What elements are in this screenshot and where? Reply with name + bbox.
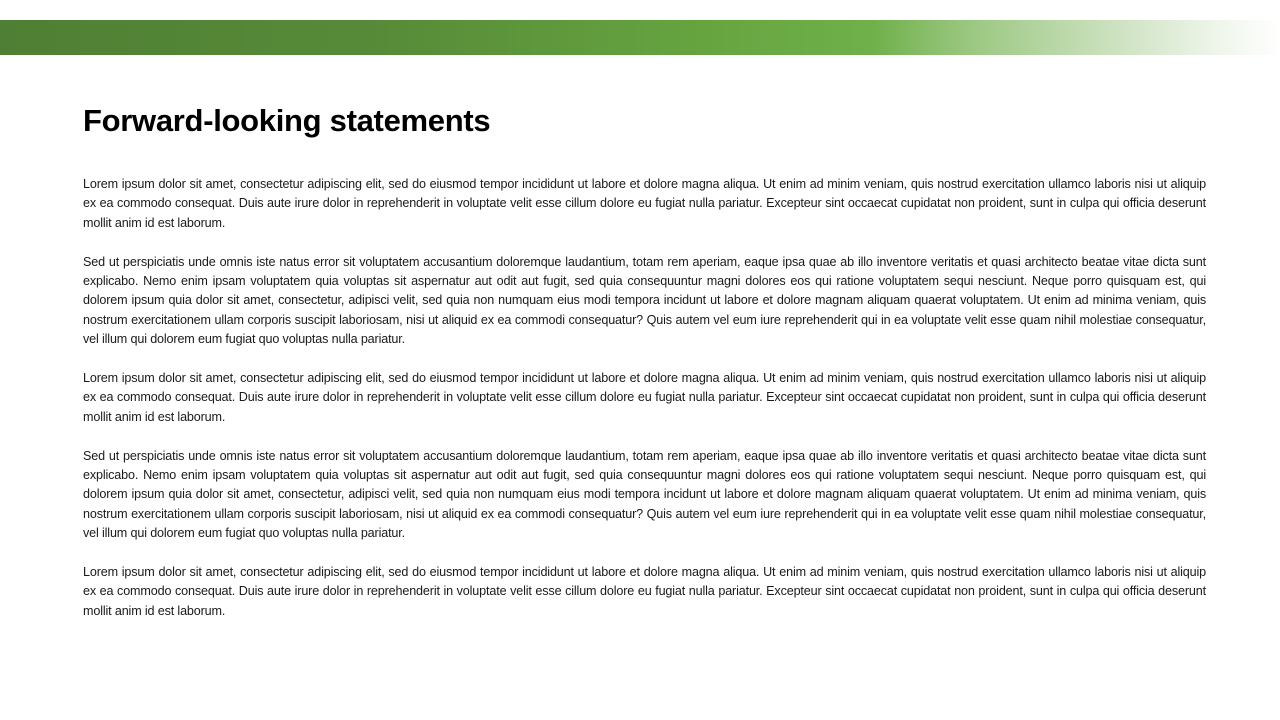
paragraph: Lorem ipsum dolor sit amet, consectetur adipiscing elit, sed do eiusmod tempor incididunt ut labore et dolore magna aliqua. Ut enim ad minim veniam, quis nostrud exercitation ullamco laboris nisi ut aliquip ex ea commodo consequat. Duis aute irure dolor in reprehenderit in voluptate velit esse cillum dolore eu fugiat nulla pariatur. Excepteur sint occaecat cupidatat non proident, sunt in culpa qui officia deserunt mollit anim id est laborum.: [83, 177, 1206, 230]
slide-title: Forward-looking statements: [83, 103, 491, 138]
header-banner: [0, 20, 1280, 55]
body-text: [83, 175, 1206, 641]
paragraph: Sed ut perspiciatis unde omnis iste natus error sit voluptatem accusantium doloremque laudantium, totam rem aperiam, eaque ipsa quae ab illo inventore veritatis et quasi architecto beatae vitae dicta sunt explicabo. Nemo enim ipsam voluptatem quia voluptas sit aspernatur aut odit aut fugit, sed quia consequuntur magni dolores eos qui ratione voluptatem sequi nesciunt. Neque porro quisquam est, qui dolorem ipsum quia dolor sit amet, consectetur, adipisci velit, sed quia non numquam eius modi tempora incidunt ut labore et dolore magnam aliquam quaerat voluptatem. Ut enim ad minima veniam, quis nostrum exercitationem ullam corporis suscipit laboriosam, nisi ut aliquid ex ea commodi consequatur? Quis autem vel eum iure reprehenderit qui in ea voluptate velit esse quam nihil molestiae consequatur, vel illum qui dolorem eum fugiat quo voluptas nulla pariatur.: [83, 448, 1206, 541]
paragraph: Sed ut perspiciatis unde omnis iste natus error sit voluptatem accusantium doloremque laudantium, totam rem aperiam, eaque ipsa quae ab illo inventore veritatis et quasi architecto beatae vitae dicta sunt explicabo. Nemo enim ipsam voluptatem quia voluptas sit aspernatur aut odit aut fugit, sed quia consequuntur magni dolores eos qui ratione voluptatem sequi nesciunt. Neque porro quisquam est, qui dolorem ipsum quia dolor sit amet, consectetur, adipisci velit, sed quia non numquam eius modi tempora incidunt ut labore et dolore magnam aliquam quaerat voluptatem. Ut enim ad minima veniam, quis nostrum exercitationem ullam corporis suscipit laboriosam, nisi ut aliquid ex ea commodi consequatur? Quis autem vel eum iure reprehenderit qui in ea voluptate velit esse quam nihil molestiae consequatur, vel illum qui dolorem eum fugiat quo voluptas nulla pariatur.: [83, 254, 1206, 347]
paragraph: Lorem ipsum dolor sit amet, consectetur adipiscing elit, sed do eiusmod tempor incididunt ut labore et dolore magna aliqua. Ut enim ad minim veniam, quis nostrud exercitation ullamco laboris nisi ut aliquip ex ea commodo consequat. Duis aute irure dolor in reprehenderit in voluptate velit esse cillum dolore eu fugiat nulla pariatur. Excepteur sint occaecat cupidatat non proident, sunt in culpa qui officia deserunt mollit anim id est laborum.: [83, 371, 1206, 424]
paragraph: Lorem ipsum dolor sit amet, consectetur adipiscing elit, sed do eiusmod tempor incididunt ut labore et dolore magna aliqua. Ut enim ad minim veniam, quis nostrud exercitation ullamco laboris nisi ut aliquip ex ea commodo consequat. Duis aute irure dolor in reprehenderit in voluptate velit esse cillum dolore eu fugiat nulla pariatur. Excepteur sint occaecat cupidatat non proident, sunt in culpa qui officia deserunt mollit anim id est laborum.: [83, 565, 1206, 618]
